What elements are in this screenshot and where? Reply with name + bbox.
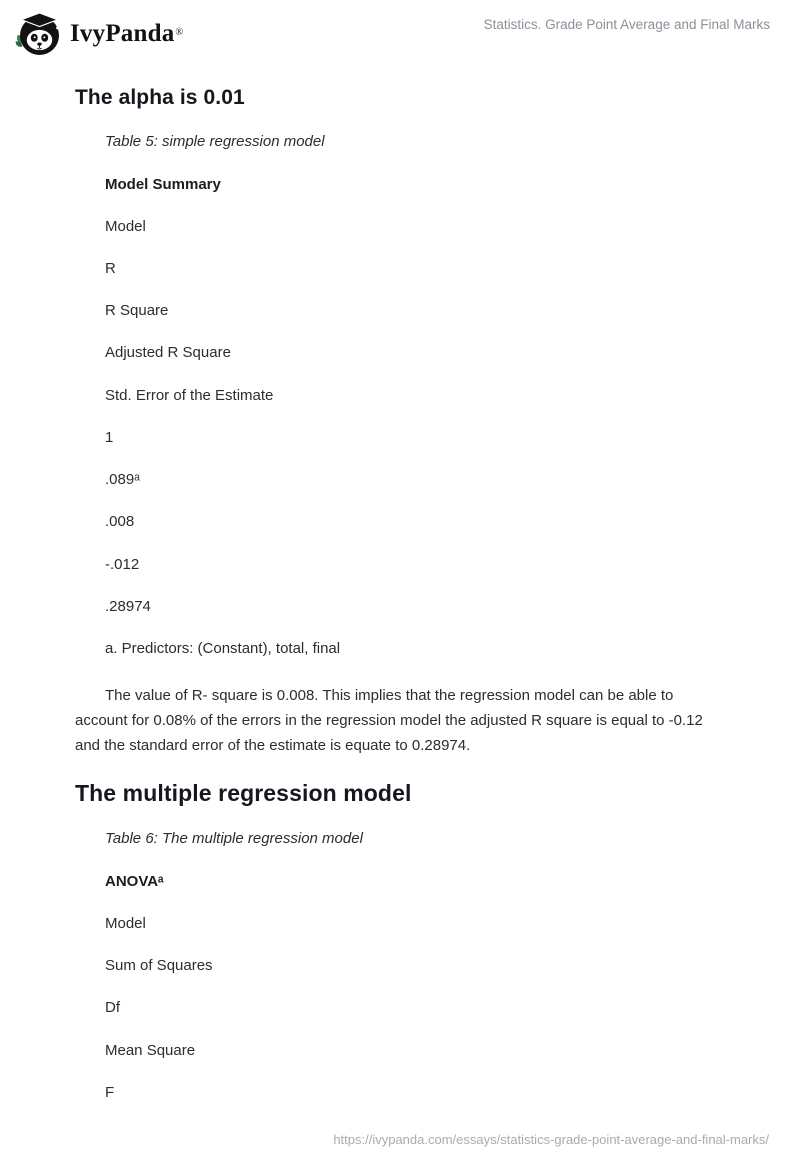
table5-line: Adjusted R Square xyxy=(105,344,231,362)
table6-line: Sum of Squares xyxy=(105,957,213,974)
section-heading-multiple-regression: The multiple regression model xyxy=(75,780,412,807)
table6-line: Df xyxy=(105,999,120,1017)
table6-line: F xyxy=(105,1083,115,1101)
ivypanda-logo-icon xyxy=(14,10,62,58)
table5-line: R Square xyxy=(105,302,169,319)
document-title: Statistics. Grade Point Average and Final Marks xyxy=(483,17,770,32)
brand-logo-link[interactable] xyxy=(14,10,183,58)
table6-title: ANOVAᵃ xyxy=(105,873,164,890)
registered-mark: ® xyxy=(175,26,184,38)
table5-line: Std. Error of the Estimate xyxy=(105,386,274,404)
table5-line: .089ᵃ xyxy=(105,471,140,488)
table6-line: Model xyxy=(105,914,146,932)
table5-line: Model xyxy=(105,217,146,235)
table5-line: .28974 xyxy=(105,597,151,615)
table6-line: Mean Square xyxy=(105,1041,196,1059)
table5-line: 1 xyxy=(105,428,114,446)
document-body xyxy=(0,86,800,1101)
brand-name: IvyPanda xyxy=(70,20,175,47)
table5-footnote: a. Predictors: (Constant), total, final xyxy=(105,640,341,657)
section-heading-alpha: The alpha is 0.01 xyxy=(75,86,245,109)
table6-caption: Table 6: The multiple regression model xyxy=(105,830,363,848)
table5-title: Model Summary xyxy=(105,175,221,193)
analysis-paragraph: The value of R- square is 0.008. This implies that the regression model can be able to account for 0.08% of the errors in the regression model the adjusted R square is equal to -0.12 and the standard error of the estimate is equate to 0.28974. xyxy=(75,687,703,755)
table5-line: .008 xyxy=(105,513,135,531)
table5-caption: Table 5: simple regression model xyxy=(105,133,325,150)
table5-line: R xyxy=(105,259,116,277)
page-header xyxy=(0,0,800,62)
source-url[interactable]: https://ivypanda.com/essays/statistics-grade-point-average-and-final-marks/ xyxy=(333,1132,769,1147)
table5-line: -.012 xyxy=(105,555,140,573)
